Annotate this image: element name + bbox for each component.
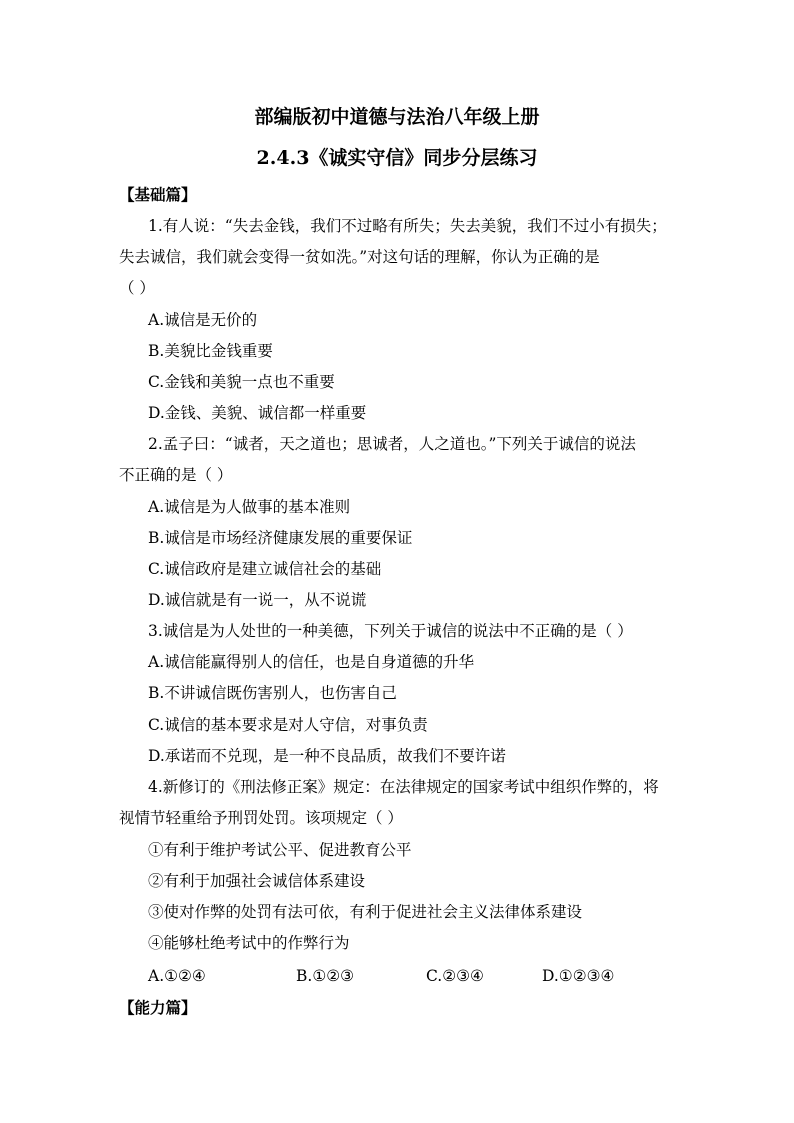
question-3-line-1: 3.诚信是为人处世的一种美德，下列关于诚信的说法中不正确的是（ ）: [148, 622, 633, 640]
document-subtitle: 2.4.3《诚实守信》同步分层练习: [256, 147, 538, 169]
question-1-line-3: （ ）: [119, 279, 155, 297]
question-4-line-1: 4.新修订的《刑法修正案》规定：在法律规定的国家考试中组织作弊的，将: [148, 778, 659, 796]
question-3-option-b: B.不讲诚信既伤害别人，也伤害自己: [148, 684, 397, 702]
question-4-line-2: 视情节轻重给予刑罚处罚。该项规定（ ）: [119, 809, 403, 827]
question-4-statement-4: ④能够杜绝考试中的作弊行为: [148, 934, 350, 952]
question-3-option-d: D.承诺而不兑现，是一种不良品质，故我们不要许诺: [148, 747, 506, 765]
question-1-option-c: C.金钱和美貌一点也不重要: [148, 373, 335, 391]
question-3-option-a: A.诚信能赢得别人的信任，也是自身道德的升华: [148, 653, 475, 671]
question-4-statement-2: ②有利于加强社会诚信体系建设: [148, 872, 366, 890]
question-1-option-d: D.金钱、美貌、诚信都一样重要: [148, 404, 367, 422]
question-2-line-2: 不正确的是（ ）: [119, 466, 233, 484]
question-1-option-a: A.诚信是无价的: [148, 311, 258, 329]
question-4-option-a: A.①②④: [148, 967, 206, 985]
question-2-option-b: B.诚信是市场经济健康发展的重要保证: [148, 529, 413, 547]
question-1-line-2: 失去诚信，我们就会变得一贫如洗。”对这句话的理解，你认为正确的是: [119, 248, 600, 266]
question-2-option-d: D.诚信就是有一说一，从不说谎: [148, 591, 367, 609]
question-3-option-c: C.诚信的基本要求是对人守信，对事负责: [148, 716, 428, 734]
question-4-statement-1: ①有利于维护考试公平、促进教育公平: [148, 841, 412, 859]
question-1-option-b: B.美貌比金钱重要: [148, 342, 273, 360]
section-heading-ability: 【能力篇】: [119, 998, 197, 1017]
question-2-option-c: C.诚信政府是建立诚信社会的基础: [148, 560, 382, 578]
document-title: 部编版初中道德与法治八年级上册: [254, 106, 540, 128]
question-4-options: [148, 965, 668, 987]
question-2-line-1: 2.孟子曰：“诚者，天之道也；思诚者，人之道也。”下列关于诚信的说法: [148, 435, 636, 453]
question-4-option-d: D.①②③④: [542, 967, 615, 985]
question-4-option-c: C.②③④: [426, 967, 484, 985]
question-1-line-1: 1.有人说：“失去金钱，我们不过略有所失；失去美貌，我们不过小有损失；: [148, 217, 667, 235]
question-4-option-b: B.①②③: [296, 967, 355, 985]
question-4-statement-3: ③使对作弊的处罚有法可依，有利于促进社会主义法律体系建设: [148, 903, 583, 921]
section-heading-basic: 【基础篇】: [119, 185, 197, 204]
question-2-option-a: A.诚信是为人做事的基本准则: [148, 498, 351, 516]
